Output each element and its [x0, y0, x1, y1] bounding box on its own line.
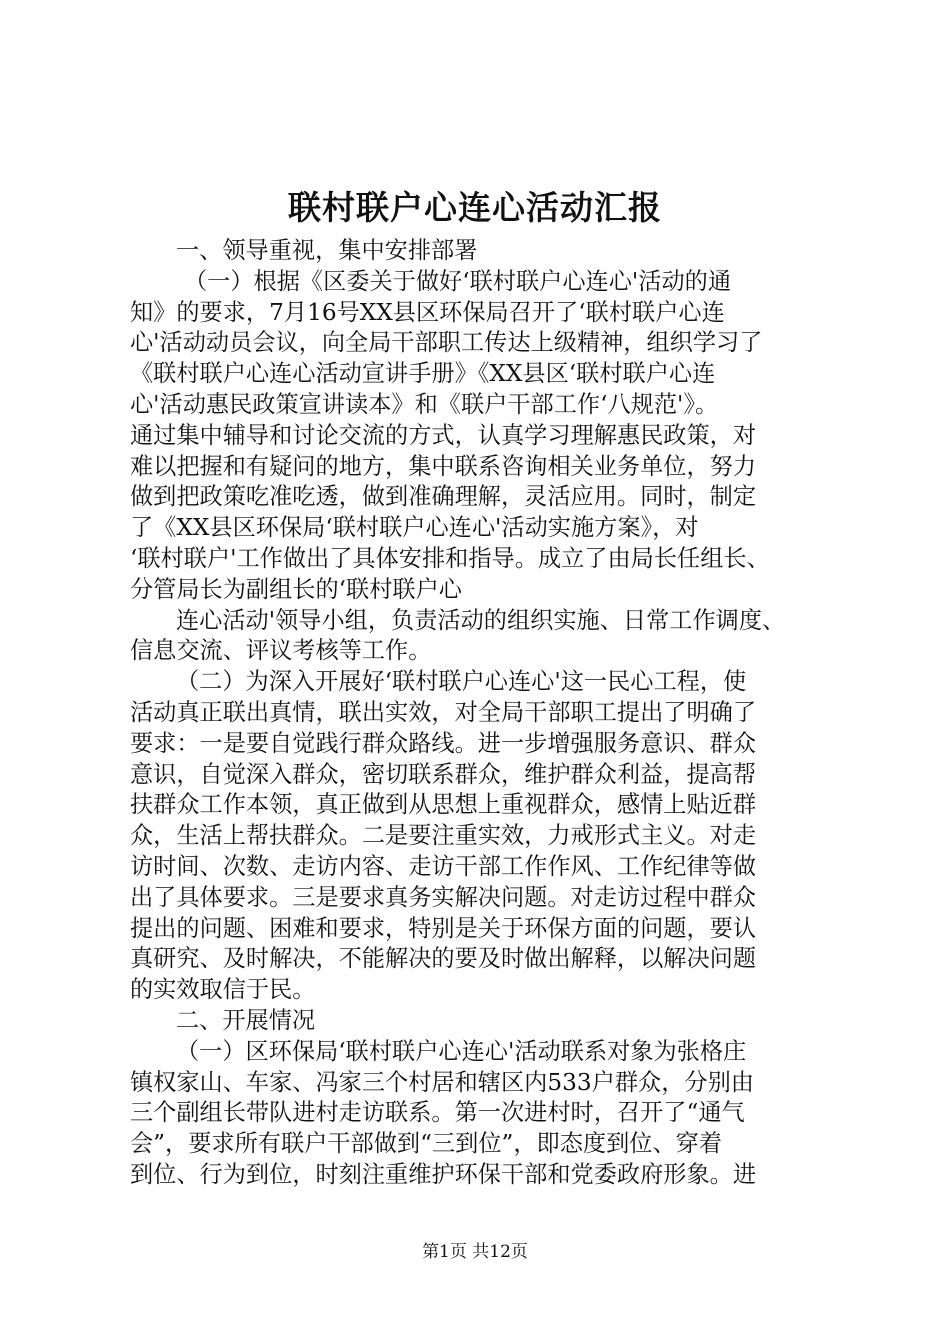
text-line: 心'活动动员会议，向全局干部职工传达上级精神，组织学习了 — [130, 329, 763, 357]
text-line: 到位、行为到位，时刻注重维护环保干部和党委政府形象。进 — [130, 1160, 757, 1188]
text-line: 做到把政策吃准吃透，做到准确理解，灵活应用。同时，制定 — [130, 483, 757, 511]
document-title: 联村联户心连心活动汇报 — [288, 188, 662, 227]
text-line: 提出的问题、困难和要求，特别是关于环保方面的问题，要认 — [130, 914, 757, 942]
text-line: 访时间、次数、走访内容、走访干部工作作风、工作纪律等做 — [130, 852, 757, 880]
text-line: 知》的要求，7月16号XX县区环保局召开了‘联村联户心连 — [130, 298, 725, 326]
text-line: 要求：一是要自觉践行群众路线。进一步增强服务意识、群众 — [130, 729, 757, 757]
text-line: 二、开展情况 — [176, 1006, 316, 1034]
text-line: 意识，自觉深入群众，密切联系群众，维护群众利益，提高帮 — [130, 760, 757, 788]
text-line: 了《XX县区环保局‘联村联户心连心'活动实施方案》，对 — [130, 514, 699, 542]
text-line: 难以把握和有疑问的地方，集中联系咨询相关业务单位，努力 — [130, 452, 757, 480]
text-line: （一）区环保局‘联村联户心连心'活动联系对象为张格庄 — [176, 1037, 747, 1065]
text-line: 真研究、及时解决，不能解决的要及时做出解释，以解决问题 — [130, 945, 757, 973]
text-line: 镇权家山、车家、冯家三个村居和辖区内533户群众，分别由 — [130, 1068, 754, 1096]
text-line: 扶群众工作本领，真正做到从思想上重视群众，感情上贴近群 — [130, 791, 757, 819]
text-line: 连心活动'领导小组，负责活动的组织实施、日常工作调度、 — [176, 606, 786, 634]
text-line: ‘联村联户'工作做出了具体安排和指导。成立了由局长任组长、 — [130, 544, 770, 572]
text-line: （一）根据《区委关于做好‘联村联户心连心'活动的通 — [184, 267, 732, 295]
text-line: 活动真正联出真情，联出实效，对全局干部职工提出了明确了 — [130, 698, 757, 726]
text-line: 通过集中辅导和讨论交流的方式，认真学习理解惠民政策，对 — [130, 421, 757, 449]
text-line: （二）为深入开展好‘联村联户心连心'这一民心工程，使 — [176, 668, 747, 696]
text-line: 会”，要求所有联户干部做到“三到位”，即态度到位、穿着 — [130, 1130, 723, 1158]
page-footer: 第1页 共12页 — [422, 1242, 528, 1262]
text-line: 一、领导重视，集中安排部署 — [176, 237, 478, 264]
text-line: 众，生活上帮扶群众。二是要注重实效，力戒形式主义。对走 — [130, 822, 757, 850]
text-line: 出了具体要求。三是要求真务实解决问题。对走访过程中群众 — [130, 883, 757, 911]
text-line: 心'活动惠民政策宣讲读本》和《联户干部工作‘八规范'》。 — [130, 390, 719, 418]
text-line: 分管局长为副组长的‘联村联户心 — [130, 575, 462, 603]
text-line: 《联村联户心连心活动宣讲手册》《XX县区‘联村联户心连 — [130, 360, 716, 388]
text-line: 三个副组长带队进村走访联系。第一次进村时，召开了“通气 — [130, 1099, 745, 1127]
document-body — [130, 236, 835, 1191]
text-line: 信息交流、评议考核等工作。 — [130, 637, 432, 665]
text-line: 的实效取信于民。 — [130, 976, 316, 1004]
